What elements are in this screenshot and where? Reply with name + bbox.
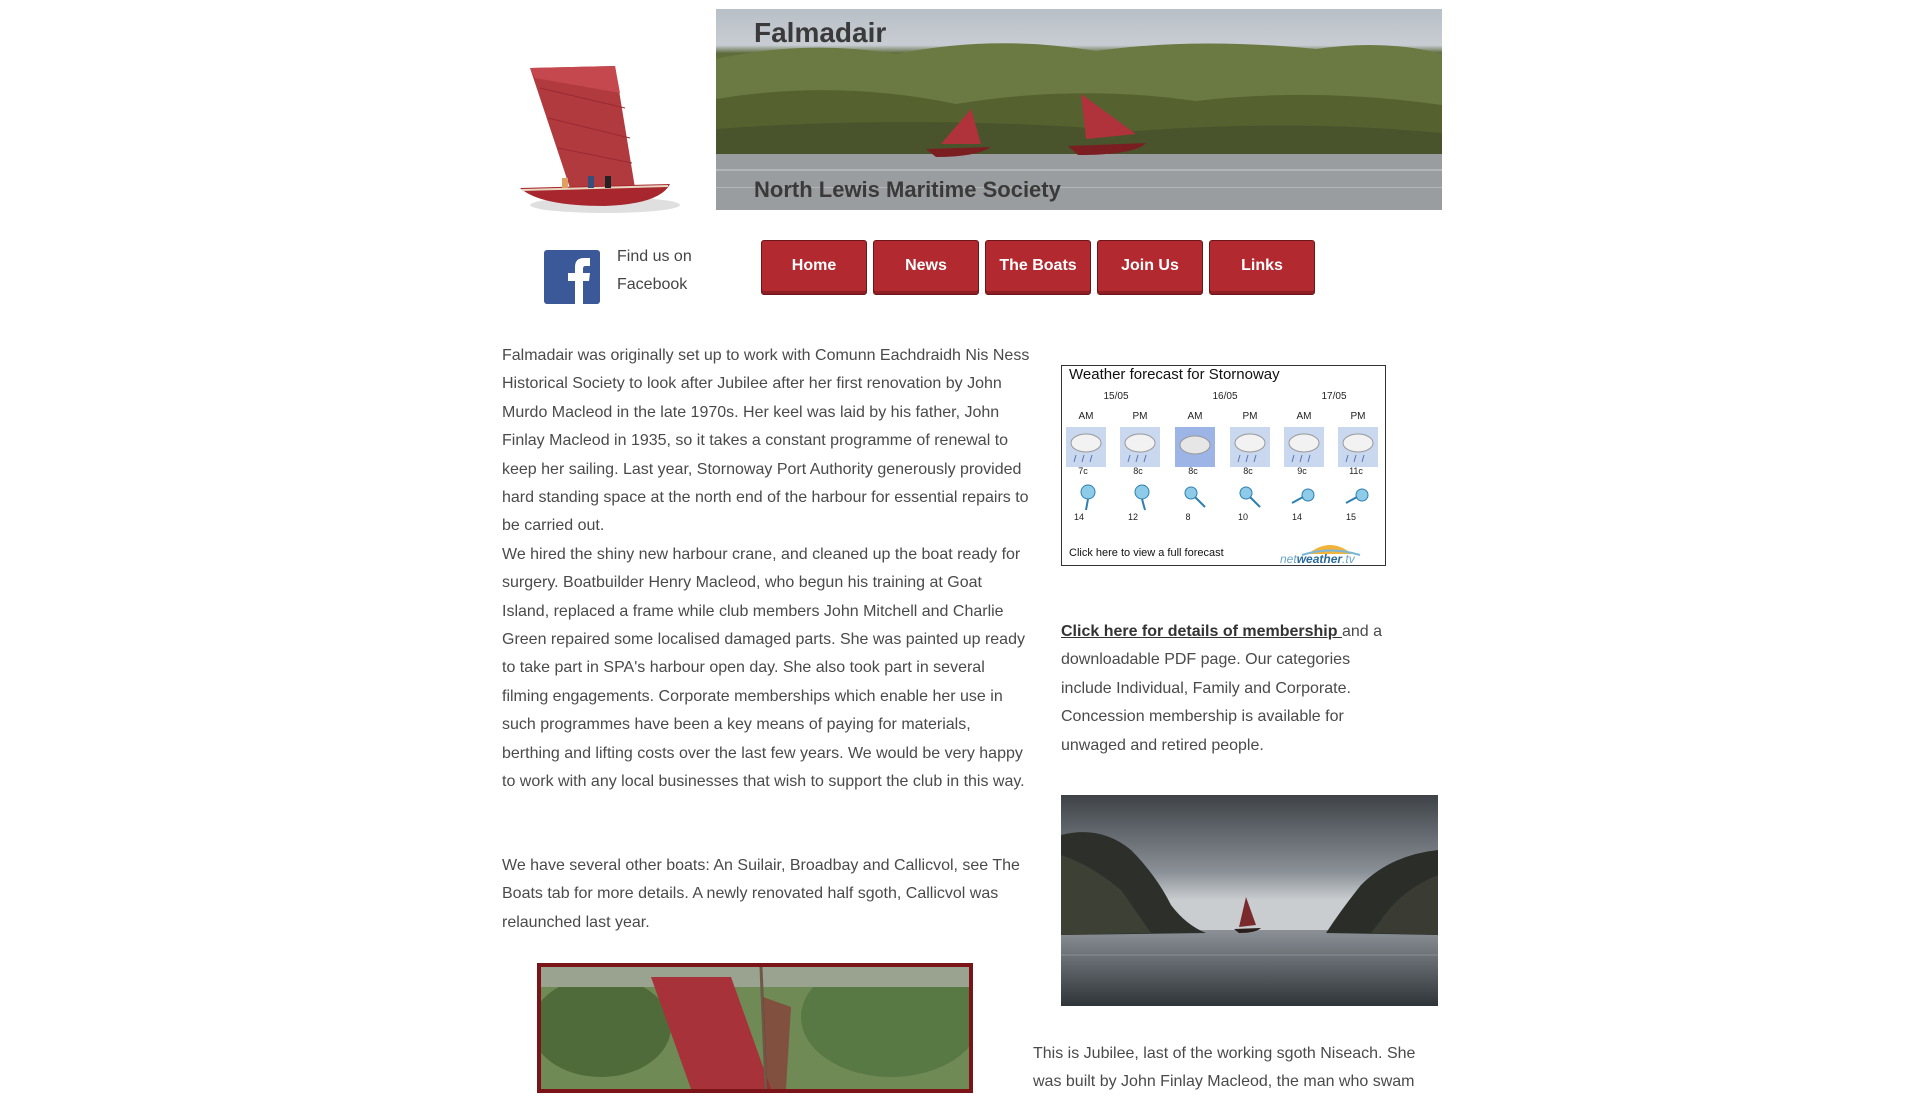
rain-cloud-icon	[1120, 427, 1160, 467]
callicvol-photo	[537, 963, 973, 1093]
cloud-icon	[1175, 427, 1215, 467]
weather-date: 16/05	[1212, 391, 1238, 402]
wind-speed: 14	[1073, 512, 1084, 522]
site-logo[interactable]	[510, 48, 700, 218]
logo-tv: .tv	[1342, 552, 1355, 566]
wind-speed: 14	[1291, 512, 1302, 522]
nav-news[interactable]: News	[873, 240, 979, 295]
jubilee-photo	[1061, 795, 1438, 1006]
intro-text-block	[502, 342, 1032, 797]
facebook-icon[interactable]	[544, 250, 600, 304]
membership-paragraph	[1061, 618, 1401, 760]
header-banner	[716, 9, 1442, 210]
nav-home[interactable]: Home	[761, 240, 867, 295]
logo-weather: weather	[1296, 552, 1343, 566]
crane-paragraph: We hired the shiny new harbour crane, and cleaned up the boat ready for surgery. Boatbuilder Henry Macleod, who begun his training at Goat Island, replaced a frame while club members John Mitchell and Charlie Green repaired some localised damaged parts. She was painted up ready to take part in SPA's harbour open day. She also took part in several filming engagements. Corporate memberships which enable her use in such programmes have been a key means of paying for materials, berthing and lifting costs over the last few years. We would be very happy to work with any local businesses that wish to support the club in this way.	[502, 545, 1025, 791]
wind-speed: 8	[1185, 512, 1191, 522]
wind-arrow-icon	[1230, 483, 1270, 511]
weather-widget[interactable]	[1061, 365, 1386, 566]
facebook-text-line1: Find us on	[617, 248, 692, 265]
intro-paragraph: Falmadair was originally set up to work with Comunn Eachdraidh Nis Ness Historical Society to look after Jubilee after her first renovation by John Murdo Macleod in the late 1970s. Her keel was laid by his father, John Finlay Macleod in 1935, so it takes a constant programme of renewal to keep her sailing. Last year, Stornoway Port Authority generously provided hard standing space at the north end of the harbour for essential repairs to be carried out.	[502, 347, 1030, 535]
weather-temp: 8c	[1133, 466, 1143, 476]
rain-cloud-icon	[1230, 427, 1270, 467]
weather-period: PM	[1132, 411, 1148, 422]
facebook-link[interactable]	[617, 243, 692, 299]
other-boats-paragraph: We have several other boats: An Suilair, Broadbay and Callicvol, see The Boats tab for more details. A newly renovated half sgoth, Callicvol was relaunched last year.	[502, 857, 1020, 931]
rain-cloud-icon	[1284, 427, 1324, 467]
site-title: Falmadair	[754, 17, 887, 48]
wind-speed: 15	[1345, 512, 1356, 522]
membership-text: and a downloadable PDF page. Our categories include Individual, Family and Corporate. Concession membership is available for unwaged and retired people.	[1061, 623, 1383, 754]
netweather-logo[interactable]	[1280, 538, 1380, 566]
wind-arrow-icon	[1066, 483, 1106, 511]
weather-date: 15/05	[1103, 391, 1129, 402]
site-subtitle: North Lewis Maritime Society	[754, 177, 1061, 202]
nav-join-us[interactable]: Join Us	[1097, 240, 1203, 295]
wind-arrow-icon	[1175, 483, 1215, 511]
wind-arrow-icon	[1284, 483, 1324, 511]
weather-temp: 8c	[1188, 466, 1198, 476]
nav-links[interactable]: Links	[1209, 240, 1315, 295]
nav-the-boats[interactable]: The Boats	[985, 240, 1091, 295]
wind-arrow-icon	[1120, 483, 1160, 511]
weather-period: PM	[1350, 411, 1366, 422]
rain-cloud-icon	[1066, 427, 1106, 467]
facebook-text-line2: Facebook	[617, 276, 688, 293]
full-forecast-link[interactable]: Click here to view a full forecast	[1069, 547, 1224, 559]
weather-temp: 7c	[1078, 466, 1088, 476]
weather-temp: 11c	[1349, 466, 1363, 476]
wind-arrow-icon	[1338, 483, 1378, 511]
rain-cloud-icon	[1338, 427, 1378, 467]
weather-period: AM	[1078, 411, 1094, 422]
weather-temp: 8c	[1243, 466, 1253, 476]
logo-net: net	[1280, 552, 1297, 566]
weather-temp: 9c	[1297, 466, 1307, 476]
weather-date: 17/05	[1321, 391, 1347, 402]
weather-period: AM	[1187, 411, 1203, 422]
weather-title: Weather forecast for Stornoway	[1069, 366, 1280, 383]
weather-period: PM	[1242, 411, 1258, 422]
membership-link[interactable]: Click here for details of membership	[1061, 623, 1342, 640]
wind-speed: 12	[1127, 512, 1138, 522]
wind-speed: 10	[1237, 512, 1248, 522]
jubilee-caption: This is Jubilee, last of the working sgoth Niseach. She was built by John Finlay Macleod, the man who swam	[1033, 1045, 1416, 1091]
weather-period: AM	[1296, 411, 1312, 422]
